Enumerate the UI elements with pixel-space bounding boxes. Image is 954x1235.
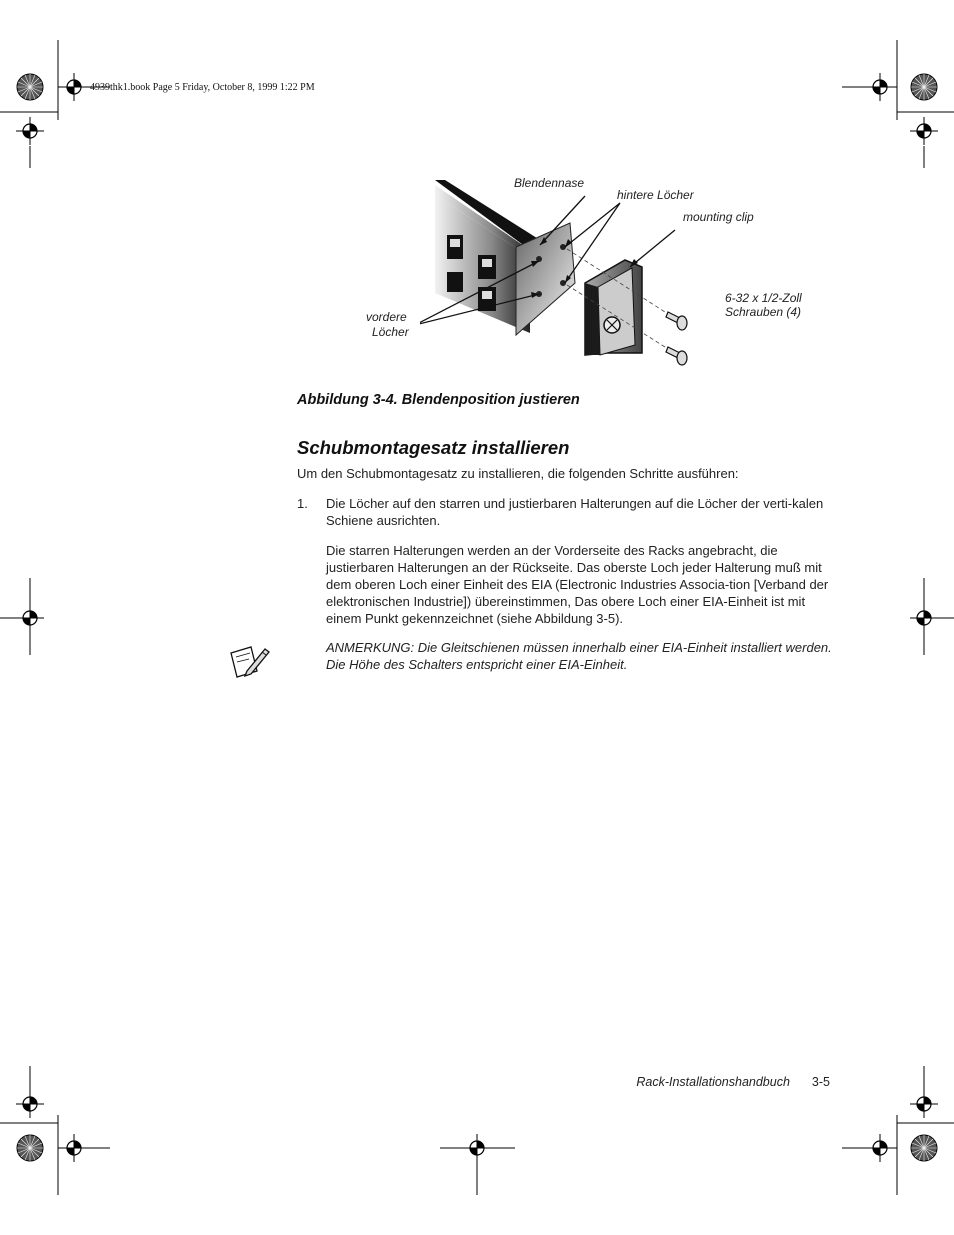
registration-star-bottom-left xyxy=(17,1135,43,1161)
footer-book-title: Rack-Installationshandbuch xyxy=(636,1075,790,1089)
page-number: 3-5 xyxy=(811,1075,830,1089)
note-pencil-icon xyxy=(229,643,271,679)
label-blendennase: Blendennase xyxy=(514,176,585,190)
label-schrauben-line1: 6-32 x 1/2-Zoll xyxy=(725,291,802,305)
section-title: Schubmontagesatz installieren xyxy=(297,437,570,458)
registration-star-top-left xyxy=(17,74,43,100)
registration-star-bottom-right xyxy=(911,1135,937,1161)
registration-mark xyxy=(463,1134,491,1162)
label-hintere-loecher: hintere Löcher xyxy=(617,188,694,202)
step-number: 1. xyxy=(297,496,308,511)
step-detail: Die starren Halterungen werden an der Vorderseite des Racks angebracht, die justierbaren Halterungen an der Rückseite. Das oberste Loch jeder Halterung muß mit dem oberen Loch einer Einheit des EIA (Electronic Industries Associa-tion [Verband der elektronischen Industrie]) übereinstimmen, Das obere Loch einer EIA-Einheit ist mit einem Punkt gekennzeichnet (siehe Abbildung 3-5). xyxy=(326,543,829,626)
bezel-illustration xyxy=(420,175,840,375)
book-file-header: 4939thk1.book Page 5 Friday, October 8, 1999 1:22 PM xyxy=(90,82,315,93)
label-schrauben-line2: Schrauben (4) xyxy=(725,305,802,319)
registration-mark xyxy=(16,1090,44,1118)
figure-caption: Abbildung 3-4. Blendenposition justieren xyxy=(297,392,580,408)
page-footer xyxy=(636,1075,830,1089)
step-text: Die Löcher auf den starren und justierbaren Halterungen auf die Löcher der verti-kalen Schiene ausrichten. xyxy=(326,496,824,528)
intro-paragraph: Um den Schubmontagesatz zu installieren, die folgenden Schritte ausführen: xyxy=(297,466,739,481)
registration-mark xyxy=(910,117,938,145)
registration-mark xyxy=(16,117,44,145)
registration-star-top-right xyxy=(911,74,937,100)
label-vordere-line1: vordere xyxy=(366,310,407,324)
note-text: ANMERKUNG: Die Gleitschienen müssen innerhalb einer EIA-Einheit installiert werden. Die Höhe des Schalters entspricht einer EIA-Einheit. xyxy=(326,640,832,672)
label-mounting-clip: mounting clip xyxy=(683,210,754,224)
label-vordere-line2: Löcher xyxy=(372,325,409,339)
registration-mark xyxy=(910,1090,938,1118)
